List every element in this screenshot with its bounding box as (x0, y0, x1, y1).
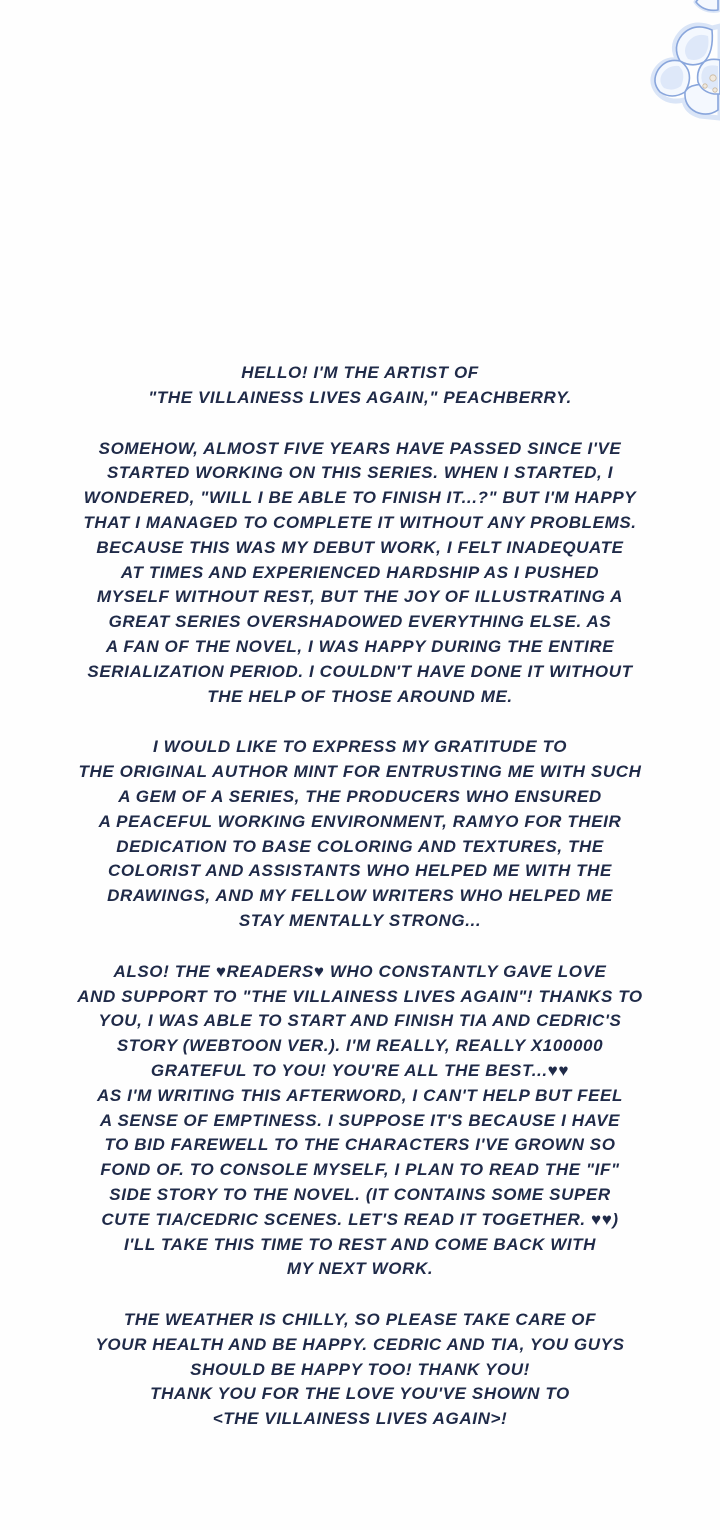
afterword-line: COLORIST AND ASSISTANTS WHO HELPED ME WITH THE (108, 861, 612, 881)
afterword-line: MY NEXT WORK. (286, 1259, 434, 1279)
afterword-line: I WOULD LIKE TO EXPRESS MY GRATITUDE TO (152, 737, 568, 757)
afterword-line: <THE VILLAINESS LIVES AGAIN>! (212, 1409, 508, 1429)
afterword-line: BECAUSE THIS WAS MY DEBUT WORK, I FELT INADEQUATE (96, 537, 624, 557)
afterword-line: STORY (WEBTOON VER.). I'M REALLY, REALLY X100000 (116, 1036, 604, 1056)
afterword-paragraph (0, 361, 720, 411)
afterword-line: THE WEATHER IS CHILLY, SO PLEASE TAKE CARE OF (123, 1310, 597, 1330)
flower-petal-fragment (696, 0, 718, 10)
afterword-text (0, 361, 720, 1432)
afterword-line: A PEACEFUL WORKING ENVIRONMENT, RAMYO FOR THEIR (98, 811, 622, 831)
afterword-line: THE HELP OF THOSE AROUND ME. (207, 686, 513, 706)
afterword-line: A SENSE OF EMPTINESS. I SUPPOSE IT'S BECAUSE I HAVE (99, 1110, 621, 1130)
afterword-line: SIDE STORY TO THE NOVEL. (IT CONTAINS SOME SUPER (109, 1184, 611, 1204)
afterword-line: TO BID FAREWELL TO THE CHARACTERS I'VE GROWN SO (104, 1135, 616, 1155)
afterword-line: SHOULD BE HAPPY TOO! THANK YOU! (190, 1359, 530, 1379)
afterword-line: AND SUPPORT TO "THE VILLAINESS LIVES AGAIN"! THANKS TO (77, 986, 643, 1006)
afterword-line: AS I'M WRITING THIS AFTERWORD, I CAN'T HELP BUT FEEL (97, 1085, 623, 1105)
afterword-line: HELLO! I'M THE ARTIST OF (241, 363, 479, 382)
afterword-line: I'LL TAKE THIS TIME TO REST AND COME BACK WITH (123, 1234, 597, 1254)
afterword-line: "THE VILLAINESS LIVES AGAIN," PEACHBERRY. (148, 387, 572, 407)
flower-icon (600, 0, 720, 140)
afterword-paragraph (0, 437, 720, 710)
afterword-line: MYSELF WITHOUT REST, BUT THE JOY OF ILLUSTRATING A (96, 587, 624, 607)
afterword-line: ALSO! THE ♥READERS♥ WHO CONSTANTLY GAVE LOVE (113, 961, 607, 981)
afterword-line: THE ORIGINAL AUTHOR MINT FOR ENTRUSTING ME WITH SUCH (78, 762, 642, 782)
afterword-line: AT TIMES AND EXPERIENCED HARDSHIP AS I PUSHED (120, 562, 600, 582)
afterword-line: DEDICATION TO BASE COLORING AND TEXTURES, THE (116, 836, 604, 856)
afterword-paragraph (0, 960, 720, 1282)
afterword-line: SERIALIZATION PERIOD. I COULDN'T HAVE DONE IT WITHOUT (87, 661, 633, 681)
afterword-line: A GEM OF A SERIES, THE PRODUCERS WHO ENSURED (118, 786, 602, 806)
afterword-line: FOND OF. TO CONSOLE MYSELF, I PLAN TO READ THE "IF" (100, 1160, 620, 1180)
flower-main (653, 25, 720, 118)
afterword-line: WONDERED, "WILL I BE ABLE TO FINISH IT...?" BUT I'M HAPPY (83, 488, 637, 508)
afterword-paragraph (0, 735, 720, 933)
afterword-line: GREAT SERIES OVERSHADOWED EVERYTHING ELSE. AS (108, 612, 612, 632)
afterword-line: CUTE TIA/CEDRIC SCENES. LET'S READ IT TOGETHER. ♥♥) (101, 1209, 619, 1229)
afterword-paragraph (0, 1308, 720, 1432)
afterword-line: YOU, I WAS ABLE TO START AND FINISH TIA AND CEDRIC'S (98, 1011, 622, 1031)
afterword-line: GRATEFUL TO YOU! YOU'RE ALL THE BEST...♥♥ (150, 1060, 570, 1080)
afterword-line: SOMEHOW, ALMOST FIVE YEARS HAVE PASSED SINCE I'VE (98, 438, 622, 458)
afterword-line: A FAN OF THE NOVEL, I WAS HAPPY DURING THE ENTIRE (105, 636, 615, 656)
afterword-line: STARTED WORKING ON THIS SERIES. WHEN I STARTED, I (106, 463, 614, 483)
afterword-line: STAY MENTALLY STRONG... (238, 910, 482, 930)
afterword-line: YOUR HEALTH AND BE HAPPY. CEDRIC AND TIA, YOU GUYS (95, 1334, 625, 1354)
afterword-line: THAT I MANAGED TO COMPLETE IT WITHOUT ANY PROBLEMS. (83, 512, 637, 532)
afterword-line: THANK YOU FOR THE LOVE YOU'VE SHOWN TO (150, 1384, 570, 1404)
afterword-line: DRAWINGS, AND MY FELLOW WRITERS WHO HELPED ME (107, 886, 613, 906)
